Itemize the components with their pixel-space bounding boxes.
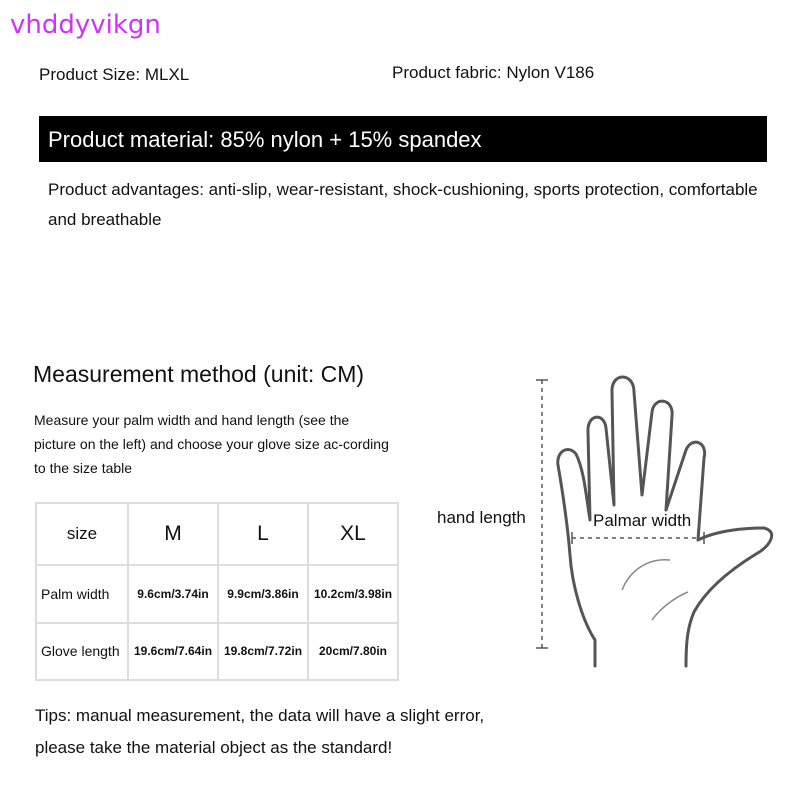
table-header-cell: M: [128, 503, 218, 565]
hand-length-label: hand length: [437, 508, 526, 527]
product-material: Product material: 85% nylon + 15% spandex: [48, 127, 482, 152]
table-header-row: [36, 503, 398, 565]
table-row-label: Palm width: [36, 565, 128, 623]
product-fabric: Product fabric: Nylon V186: [392, 63, 595, 82]
watermark-text: vhddyvikgn: [10, 10, 161, 40]
material-banner: [39, 116, 767, 162]
table-row-label: Glove length: [36, 623, 128, 681]
tips-line-1: Tips: manual measurement, the data will have a slight error,: [35, 706, 485, 725]
palmar-width-label: Palmar width: [593, 511, 692, 530]
table-header-cell: L: [218, 503, 308, 565]
tips-line-2: please take the material object as the standard!: [35, 738, 393, 757]
table-cell: 19.8cm/7.72in: [218, 623, 308, 681]
table-cell: 19.6cm/7.64in: [128, 623, 218, 681]
product-size: Product Size: MLXL: [39, 65, 190, 84]
palm-crease-line: [652, 592, 688, 620]
palm-crease-line: [622, 560, 670, 590]
table-header-cell: size: [36, 503, 128, 565]
palmar-width-dimension-line: [572, 532, 704, 544]
size-table: [35, 502, 399, 681]
table-row: [36, 623, 398, 681]
table-cell: 10.2cm/3.98in: [308, 565, 398, 623]
hand-length-dimension-line: [536, 380, 548, 648]
measurement-description: Measure your palm width and hand length (see the picture on the left) and choose your glove size ac-cording to the size table: [34, 412, 389, 476]
measurement-title: Measurement method (unit: CM): [33, 361, 365, 387]
table-header-cell: XL: [308, 503, 398, 565]
product-advantages: Product advantages: anti-slip, wear-resistant, shock-cushioning, sports protection, comfortable and breathable: [48, 180, 758, 229]
tips-text: [35, 700, 484, 764]
table-row: [36, 565, 398, 623]
table-cell: 9.6cm/3.74in: [128, 565, 218, 623]
table-cell: 20cm/7.80in: [308, 623, 398, 681]
table-cell: 9.9cm/3.86in: [218, 565, 308, 623]
